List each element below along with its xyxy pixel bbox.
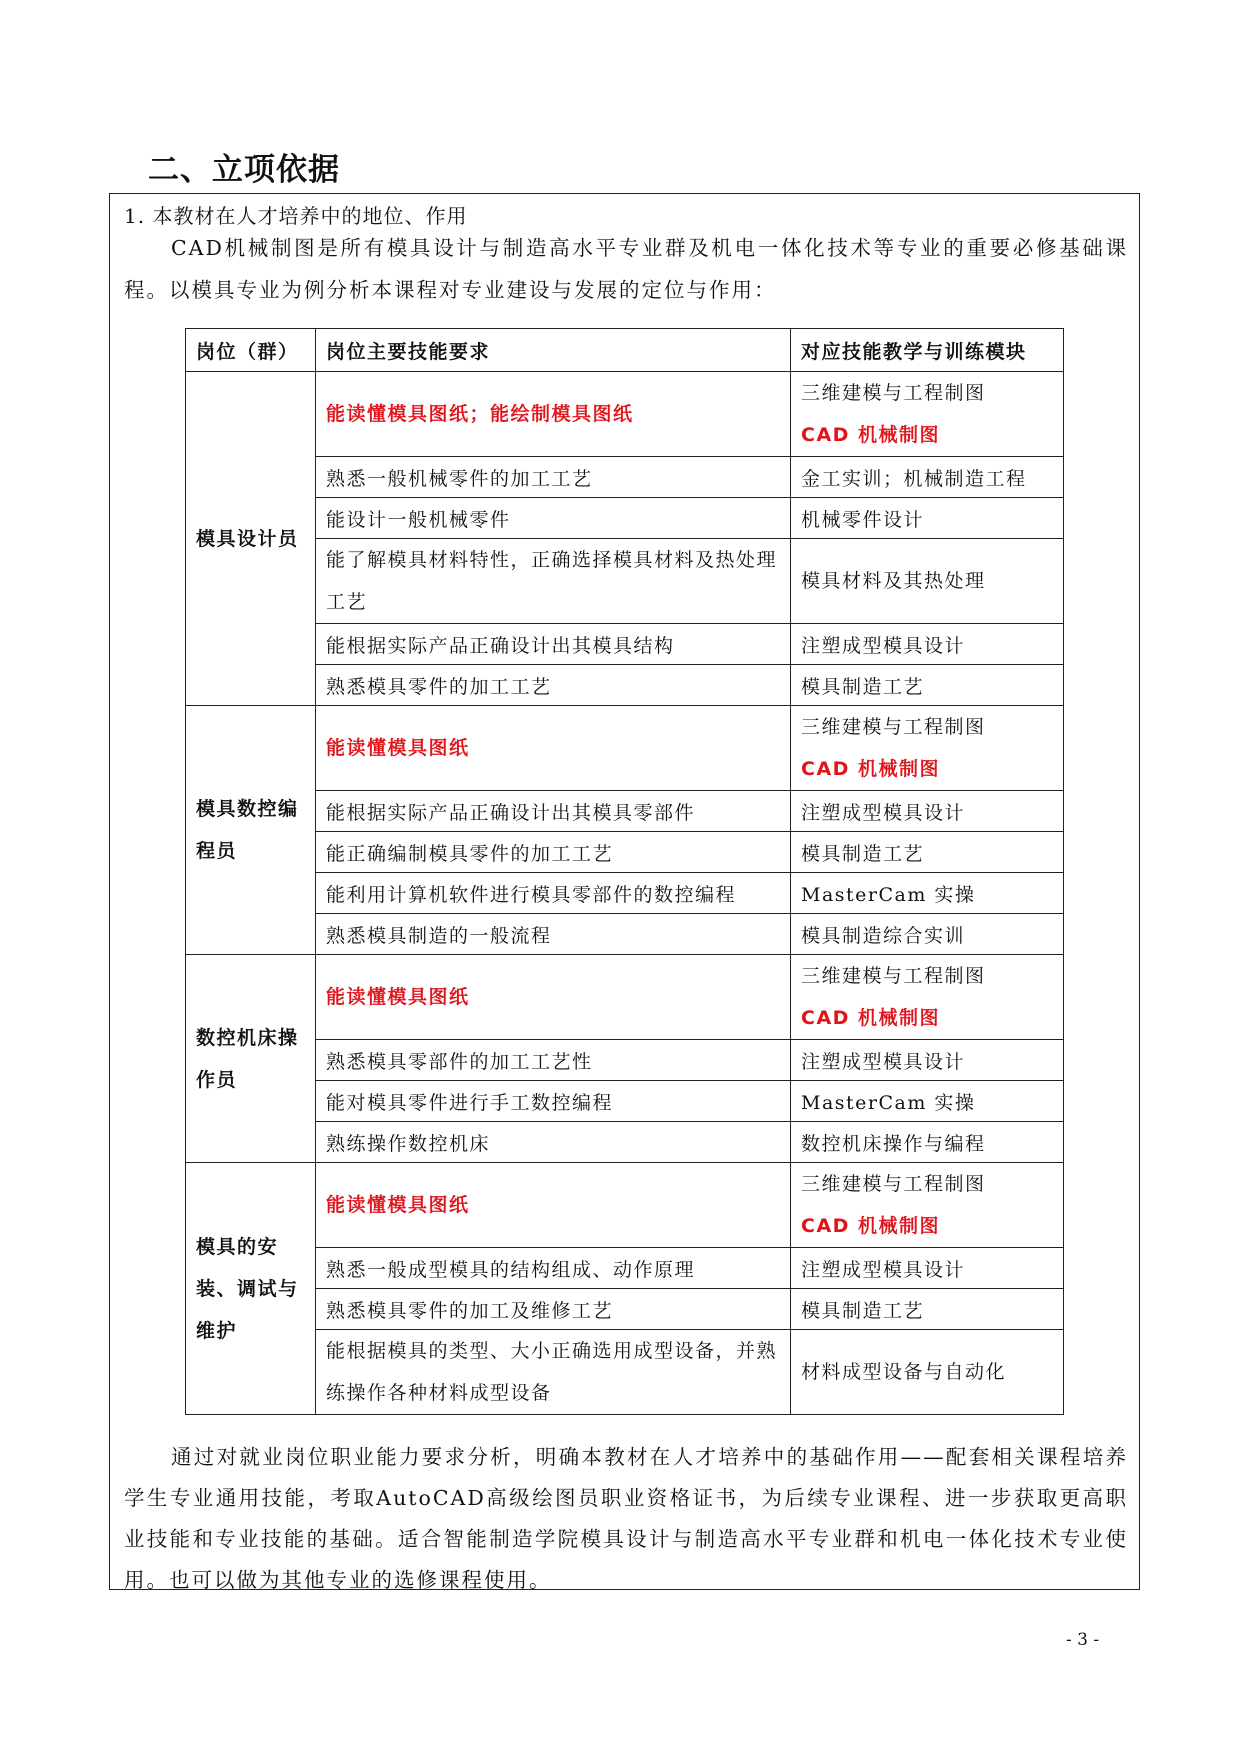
table-row bbox=[186, 372, 1064, 457]
section-heading: 二、立项依据 bbox=[148, 152, 340, 188]
conclusion-paragraph: 通过对就业岗位职业能力要求分析，明确本教材在人才培养中的基础作用——配套相关课程培养学生专业通用技能，考取AutoCAD高级绘图员职业资格证书，为后续专业课程、进一步获取更高职业技能和专业技能的基础。适合智能制造学院模具设计与制造高水平专业群和机电一体化技术专业使用。也可以做为其他专业的选修课程使用。 bbox=[124, 1445, 1128, 1592]
skill-cell: 能读懂模具图纸；能绘制模具图纸 bbox=[316, 372, 791, 457]
header-module: 对应技能教学与训练模块 bbox=[791, 329, 1064, 372]
table-row bbox=[186, 1289, 1064, 1330]
skill-cell: 能正确编制模具零件的加工工艺 bbox=[316, 832, 791, 873]
skill-cell: 能读懂模具图纸 bbox=[316, 1163, 791, 1248]
table-row bbox=[186, 1040, 1064, 1081]
table-row bbox=[186, 914, 1064, 955]
module-cell: 机械零件设计 bbox=[791, 498, 1064, 539]
skill-cell: 能了解模具材料特性，正确选择模具材料及热处理工艺 bbox=[316, 539, 791, 624]
header-position: 岗位（群） bbox=[186, 329, 316, 372]
skill-cell: 能读懂模具图纸 bbox=[316, 706, 791, 791]
skill-cell: 能根据模具的类型、大小正确选用成型设备，并熟练操作各种材料成型设备 bbox=[316, 1330, 791, 1415]
module-cell: MasterCam 实操 bbox=[791, 1081, 1064, 1122]
module-text: 三维建模与工程制图 bbox=[801, 965, 986, 987]
module-cell: 模具制造综合实训 bbox=[791, 914, 1064, 955]
header-skill: 岗位主要技能要求 bbox=[316, 329, 791, 372]
table-row bbox=[186, 665, 1064, 706]
module-cell: 模具制造工艺 bbox=[791, 1289, 1064, 1330]
position-cell: 模具设计员 bbox=[186, 372, 316, 706]
module-highlight: CAD 机械制图 bbox=[801, 1215, 941, 1237]
module-text: 三维建模与工程制图 bbox=[801, 382, 986, 404]
table-row bbox=[186, 832, 1064, 873]
skill-cell: 能对模具零件进行手工数控编程 bbox=[316, 1081, 791, 1122]
module-cell: 材料成型设备与自动化 bbox=[791, 1330, 1064, 1415]
table-row bbox=[186, 791, 1064, 832]
position-cell: 数控机床操作员 bbox=[186, 955, 316, 1163]
skill-cell: 能设计一般机械零件 bbox=[316, 498, 791, 539]
module-highlight: CAD 机械制图 bbox=[801, 758, 941, 780]
page-number: - 3 - bbox=[1066, 1630, 1100, 1650]
module-cell: 模具制造工艺 bbox=[791, 665, 1064, 706]
intro-paragraph: CAD机械制图是所有模具设计与制造高水平专业群及机电一体化技术等专业的重要必修基础课程。以模具专业为例分析本课程对专业建设与发展的定位与作用： bbox=[124, 236, 1128, 302]
table-row bbox=[186, 873, 1064, 914]
table-row bbox=[186, 706, 1064, 791]
module-highlight: CAD 机械制图 bbox=[801, 424, 941, 446]
module-cell bbox=[791, 706, 1064, 791]
skill-cell: 熟悉模具零件的加工工艺 bbox=[316, 665, 791, 706]
module-cell bbox=[791, 372, 1064, 457]
module-cell: 模具材料及其热处理 bbox=[791, 539, 1064, 624]
module-cell: 注塑成型模具设计 bbox=[791, 624, 1064, 665]
table-row bbox=[186, 1122, 1064, 1163]
module-cell: 数控机床操作与编程 bbox=[791, 1122, 1064, 1163]
skill-cell: 熟悉模具零件的加工及维修工艺 bbox=[316, 1289, 791, 1330]
module-cell: MasterCam 实操 bbox=[791, 873, 1064, 914]
module-highlight: CAD 机械制图 bbox=[801, 1007, 941, 1029]
skill-cell: 熟悉模具制造的一般流程 bbox=[316, 914, 791, 955]
table-header-row bbox=[186, 329, 1064, 372]
subsection-title: 1. 本教材在人才培养中的地位、作用 bbox=[124, 204, 468, 228]
position-cell: 模具的安装、调试与维护 bbox=[186, 1163, 316, 1415]
table-row bbox=[186, 539, 1064, 624]
skill-cell: 能读懂模具图纸 bbox=[316, 955, 791, 1040]
table-row bbox=[186, 624, 1064, 665]
module-cell: 注塑成型模具设计 bbox=[791, 1248, 1064, 1289]
skill-cell: 能根据实际产品正确设计出其模具结构 bbox=[316, 624, 791, 665]
skill-cell: 熟悉一般机械零件的加工工艺 bbox=[316, 457, 791, 498]
table-row bbox=[186, 1330, 1064, 1415]
skill-cell: 熟练操作数控机床 bbox=[316, 1122, 791, 1163]
position-cell: 模具数控编程员 bbox=[186, 706, 316, 955]
skills-table bbox=[185, 328, 1064, 1415]
table-row bbox=[186, 1081, 1064, 1122]
skill-cell: 熟悉模具零部件的加工工艺性 bbox=[316, 1040, 791, 1081]
module-text: 三维建模与工程制图 bbox=[801, 1173, 986, 1195]
module-cell bbox=[791, 1163, 1064, 1248]
table-row bbox=[186, 457, 1064, 498]
table-row bbox=[186, 498, 1064, 539]
module-text: 三维建模与工程制图 bbox=[801, 716, 986, 738]
module-cell: 金工实训；机械制造工程 bbox=[791, 457, 1064, 498]
table-row bbox=[186, 1163, 1064, 1248]
module-cell: 注塑成型模具设计 bbox=[791, 791, 1064, 832]
skill-cell: 能利用计算机软件进行模具零部件的数控编程 bbox=[316, 873, 791, 914]
table-row bbox=[186, 955, 1064, 1040]
skill-cell: 能根据实际产品正确设计出其模具零部件 bbox=[316, 791, 791, 832]
module-cell: 注塑成型模具设计 bbox=[791, 1040, 1064, 1081]
table-row bbox=[186, 1248, 1064, 1289]
module-cell: 模具制造工艺 bbox=[791, 832, 1064, 873]
module-cell bbox=[791, 955, 1064, 1040]
skill-cell: 熟悉一般成型模具的结构组成、动作原理 bbox=[316, 1248, 791, 1289]
